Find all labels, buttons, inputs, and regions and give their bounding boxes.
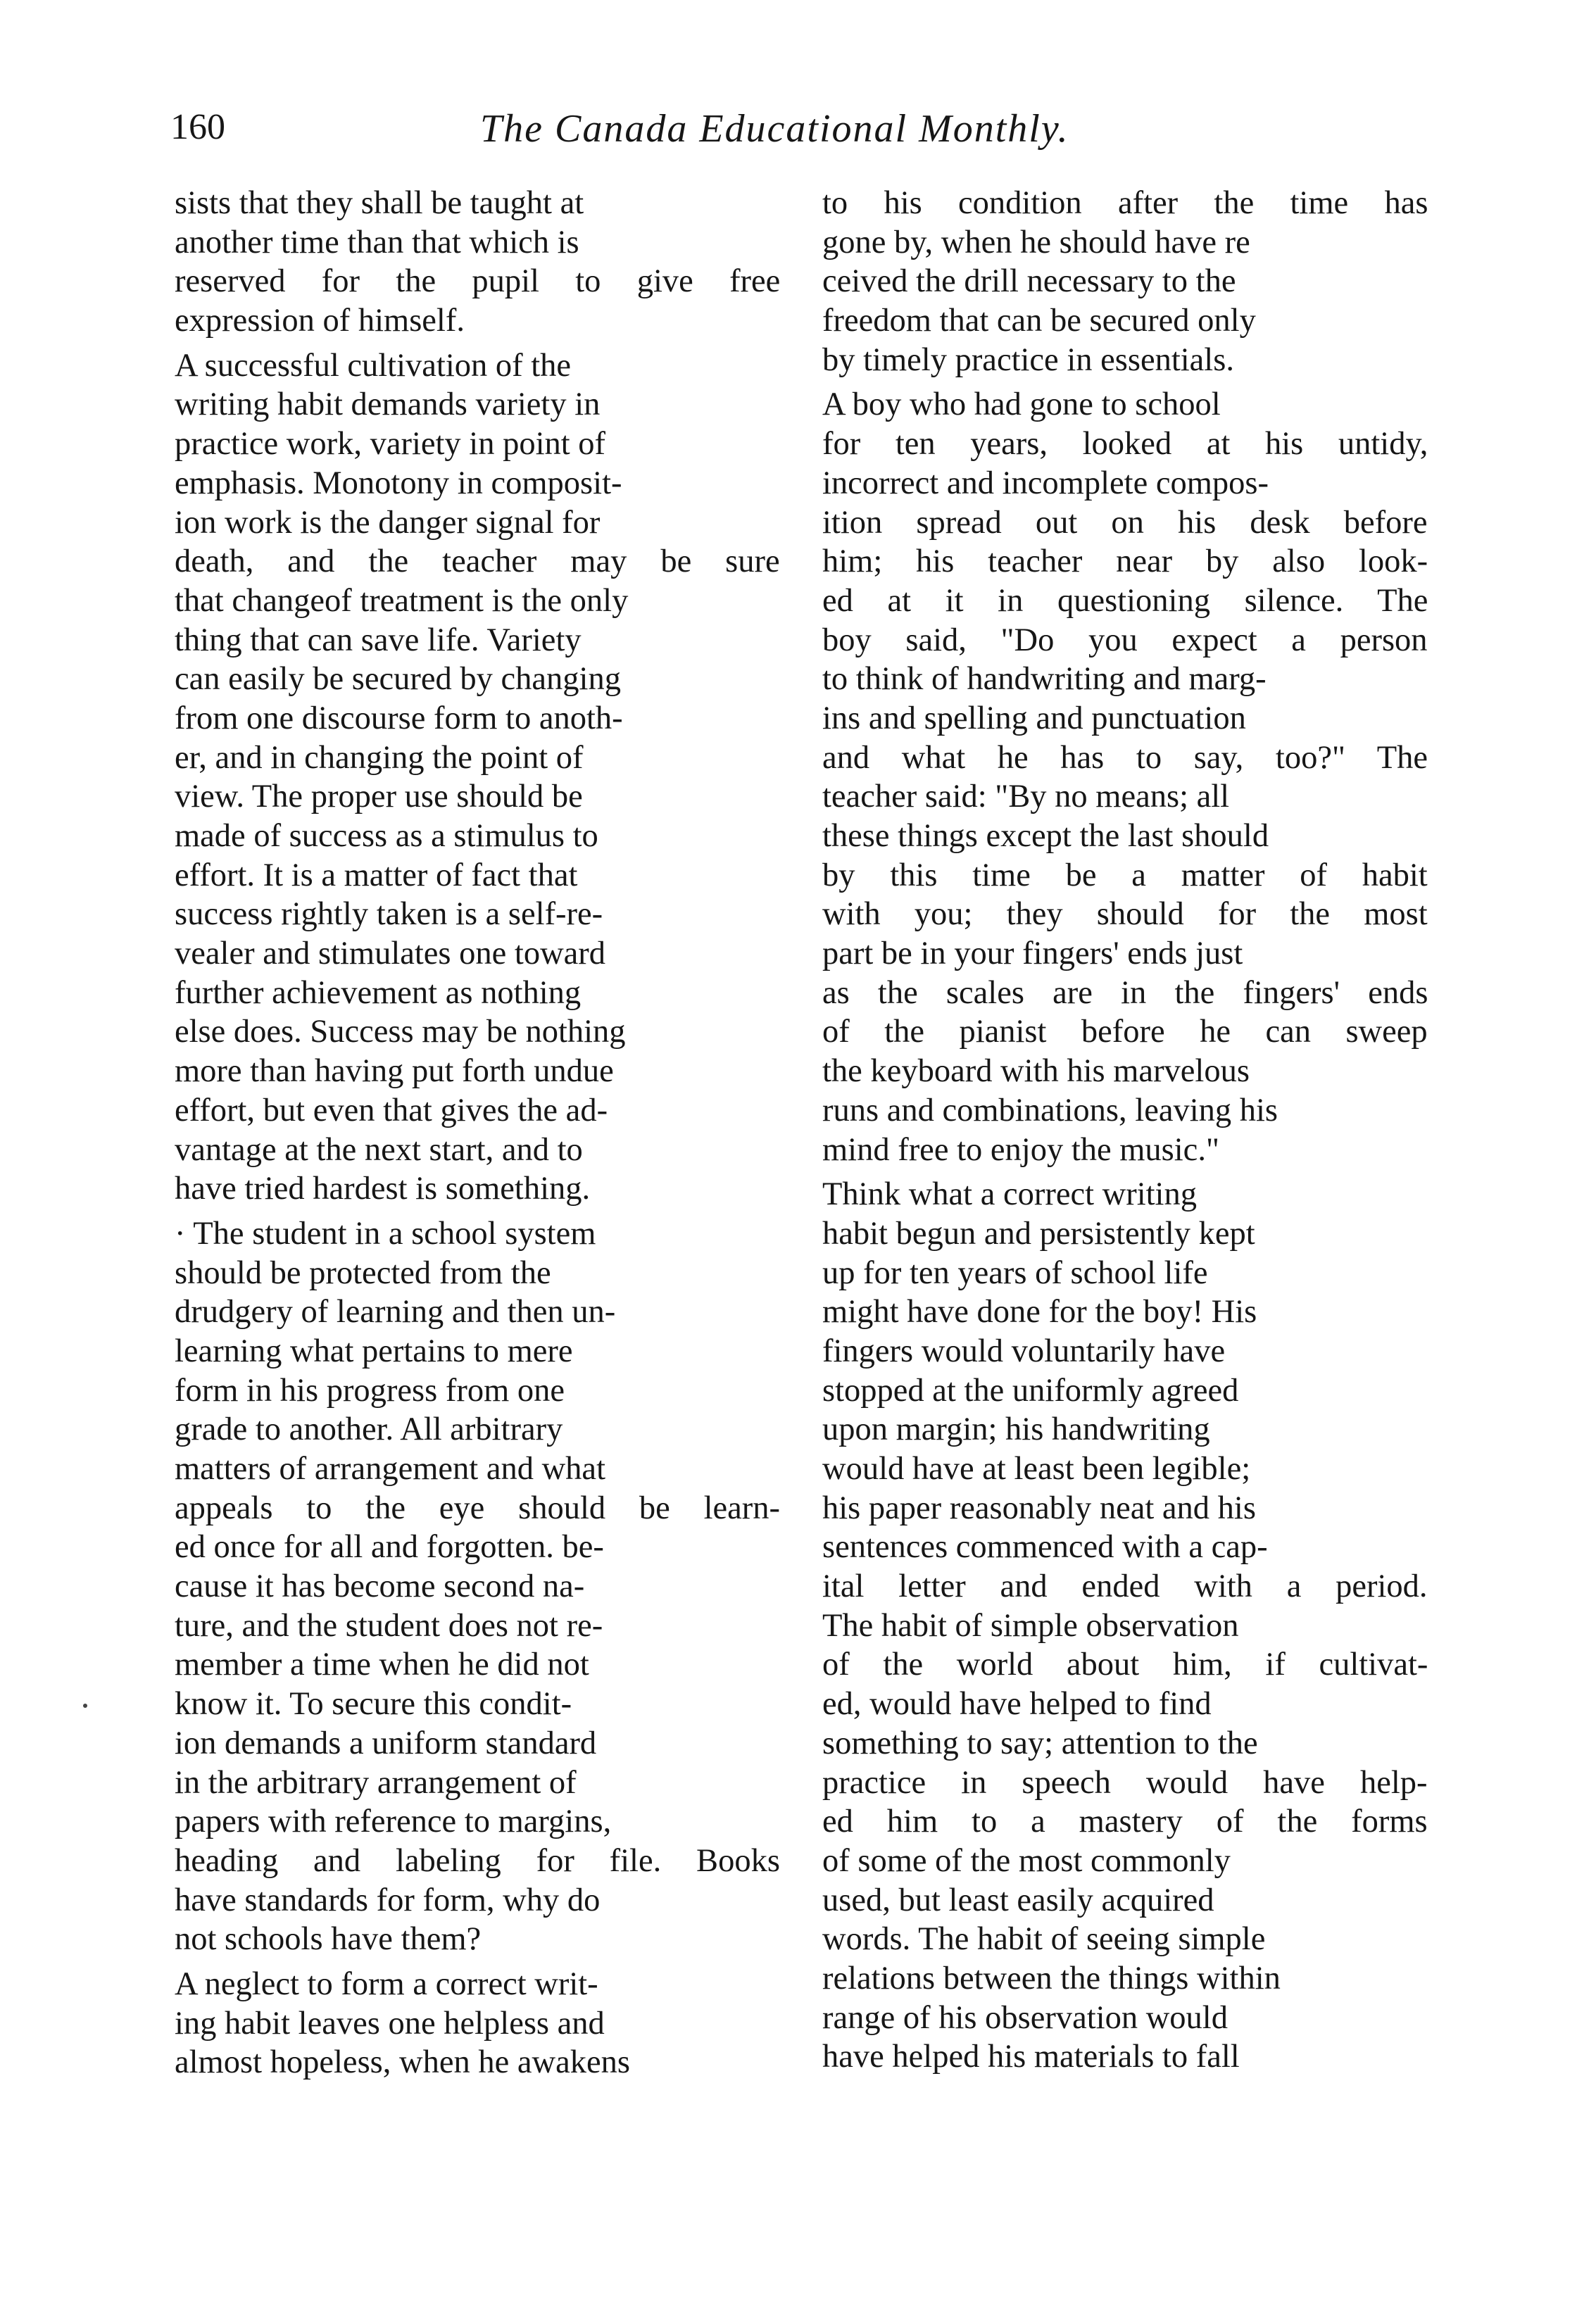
text-column-left (175, 184, 780, 2082)
text-line: runs and combinations, leaving his (822, 1092, 1278, 1128)
text-line: ed him to a mastery of the forms (822, 1804, 1428, 1840)
text-line: vantage at the next start, and to (175, 1131, 583, 1168)
running-title: The Canada Educational Monthly. (480, 107, 1069, 151)
text-line: ed once for all and forgotten. be- (175, 1529, 604, 1566)
text-line: of some of the most commonly (822, 1842, 1231, 1879)
text-line: would have at least been legible; (822, 1451, 1251, 1487)
text-line: boy said, "Do you expect a person (822, 622, 1428, 658)
text-line: in the arbitrary arrangement of (175, 1764, 577, 1801)
text-line: writing habit demands variety in (175, 386, 601, 423)
text-line: of the pianist before he can sweep (822, 1014, 1428, 1050)
text-line: ital letter and ended with a period. (822, 1568, 1428, 1605)
text-line: vealer and stimulates one toward (175, 936, 606, 972)
text-line: gone by, when he should have re (822, 224, 1250, 260)
text-line: A successful cultivation of the (175, 347, 572, 384)
text-line: ture, and the student does not re- (175, 1607, 603, 1644)
text-line: appeals to the eye should be learn- (175, 1490, 781, 1526)
text-line: used, but least easily acquired (822, 1882, 1214, 1918)
paragraph-gap (175, 341, 780, 346)
text-line: freedom that can be secured only (822, 303, 1256, 339)
text-line: ion demands a uniform standard (175, 1725, 597, 1761)
text-line: have standards for form, why do (175, 1882, 601, 1918)
text-line: emphasis. Monotony in composit- (175, 465, 622, 501)
text-line: relations between the things within (822, 1960, 1281, 1996)
paragraph-gap (822, 1169, 1428, 1175)
text-line: thing that can save life. Variety (175, 622, 582, 658)
text-line: teacher said: "By no means; all (822, 779, 1230, 815)
text-column-right (822, 184, 1428, 2077)
text-line: learning what pertains to mere (175, 1333, 573, 1369)
text-line: ed at it in questioning silence. The (822, 582, 1428, 619)
text-line: ition spread out on his desk before (822, 504, 1428, 541)
text-line: range of his observation would (822, 1999, 1228, 2036)
text-line: practice work, variety in point of (175, 426, 606, 463)
text-line: member a time when he did not (175, 1647, 589, 1683)
text-line: for ten years, looked at his untidy, (822, 426, 1428, 463)
text-line: to think of handwriting and marg- (822, 661, 1267, 698)
paragraph-gap (175, 1209, 780, 1214)
text-line: these things except the last should (822, 818, 1269, 854)
text-line: papers with reference to margins, (175, 1804, 612, 1840)
text-line: upon margin; his handwriting (822, 1411, 1210, 1448)
text-line: ing habit leaves one helpless and (175, 2005, 605, 2042)
text-line: effort, but even that gives the ad- (175, 1092, 608, 1128)
text-line: can easily be secured by changing (175, 661, 621, 698)
paragraph (175, 346, 780, 1209)
text-line: cause it has become second na- (175, 1568, 585, 1605)
text-line: stopped at the uniformly agreed (822, 1372, 1239, 1409)
text-line: words. The habit of seeing simple (822, 1921, 1266, 1958)
text-line: mind free to enjoy the music." (822, 1131, 1219, 1168)
text-line: that changeof treatment is the only (175, 582, 629, 619)
text-line: part be in your fingers' ends just (822, 936, 1243, 972)
text-line: as the scales are in the fingers' ends (822, 974, 1428, 1011)
text-line: might have done for the boy! His (822, 1294, 1257, 1331)
text-line: from one discourse form to anoth- (175, 700, 623, 736)
text-line: know it. To secure this condit- (175, 1686, 572, 1723)
text-line: · The student in a school system (175, 1215, 596, 1252)
text-line: incorrect and incomplete compos- (822, 465, 1269, 501)
text-line: sists that they shall be taught at (175, 185, 584, 221)
page-number: 160 (170, 107, 225, 147)
text-line: ins and spelling and punctuation (822, 700, 1246, 736)
text-line: another time than that which is (175, 224, 579, 260)
text-line: fingers would voluntarily have (822, 1333, 1226, 1369)
text-line: further achievement as nothing (175, 974, 582, 1011)
text-line: up for ten years of school life (822, 1254, 1208, 1291)
text-line: have tried hardest is something. (175, 1171, 591, 1207)
text-line: Think what a correct writing (822, 1176, 1197, 1213)
text-line: expression of himself. (175, 303, 465, 339)
text-line: else does. Success may be nothing (175, 1014, 626, 1050)
text-line: his paper reasonably neat and his (822, 1490, 1256, 1526)
margin-speck (83, 1704, 87, 1708)
text-line: effort. It is a matter of fact that (175, 857, 578, 893)
text-line: have helped his materials to fall (822, 2039, 1240, 2075)
text-line: view. The proper use should be (175, 779, 583, 815)
text-line: more than having put forth undue (175, 1053, 614, 1090)
text-line: ed, would have helped to find (822, 1686, 1212, 1723)
text-line: matters of arrangement and what (175, 1451, 605, 1487)
text-line: practice in speech would have help- (822, 1764, 1428, 1801)
text-line: drudgery of learning and then un- (175, 1294, 616, 1331)
paragraph (822, 184, 1428, 379)
text-line: and what he has to say, too?" The (822, 739, 1428, 776)
text-line: the keyboard with his marvelous (822, 1053, 1250, 1090)
text-line: should be protected from the (175, 1254, 551, 1291)
text-line: him; his teacher near by also look- (822, 543, 1428, 580)
paragraph (822, 385, 1428, 1169)
paragraph (175, 1965, 780, 2082)
text-line: reserved for the pupil to give free (175, 263, 781, 300)
text-line: ceived the drill necessary to the (822, 263, 1236, 300)
text-line: almost hopeless, when he awakens (175, 2044, 630, 2081)
text-line: by this time be a matter of habit (822, 857, 1428, 893)
text-line: ion work is the danger signal for (175, 504, 601, 541)
text-line: A boy who had gone to school (822, 386, 1221, 423)
text-line: grade to another. All arbitrary (175, 1411, 563, 1448)
text-line: by timely practice in essentials. (822, 341, 1234, 378)
text-line: heading and labeling for file. Books (175, 1842, 780, 1879)
text-line: habit begun and persistently kept (822, 1215, 1255, 1252)
text-line: with you; they should for the most (822, 896, 1428, 933)
text-line: not schools have them? (175, 1921, 482, 1958)
text-line: er, and in changing the point of (175, 739, 584, 776)
paragraph (822, 1175, 1428, 2077)
text-line: of the world about him, if cultivat- (822, 1647, 1428, 1683)
paragraph-gap (175, 1959, 780, 1965)
text-line: something to say; attention to the (822, 1725, 1258, 1761)
text-line: form in his progress from one (175, 1372, 565, 1409)
text-line: death, and the teacher may be sure (175, 543, 780, 580)
text-line: made of success as a stimulus to (175, 818, 598, 854)
text-line: The habit of simple observation (822, 1607, 1239, 1644)
text-line: A neglect to form a correct writ- (175, 1965, 598, 2002)
text-line: to his condition after the time has (822, 185, 1428, 221)
paragraph-gap (822, 379, 1428, 385)
text-line: sentences commenced with a cap- (822, 1529, 1268, 1566)
paragraph (175, 1214, 780, 1959)
text-line: success rightly taken is a self-re- (175, 896, 603, 933)
paragraph (175, 184, 780, 341)
